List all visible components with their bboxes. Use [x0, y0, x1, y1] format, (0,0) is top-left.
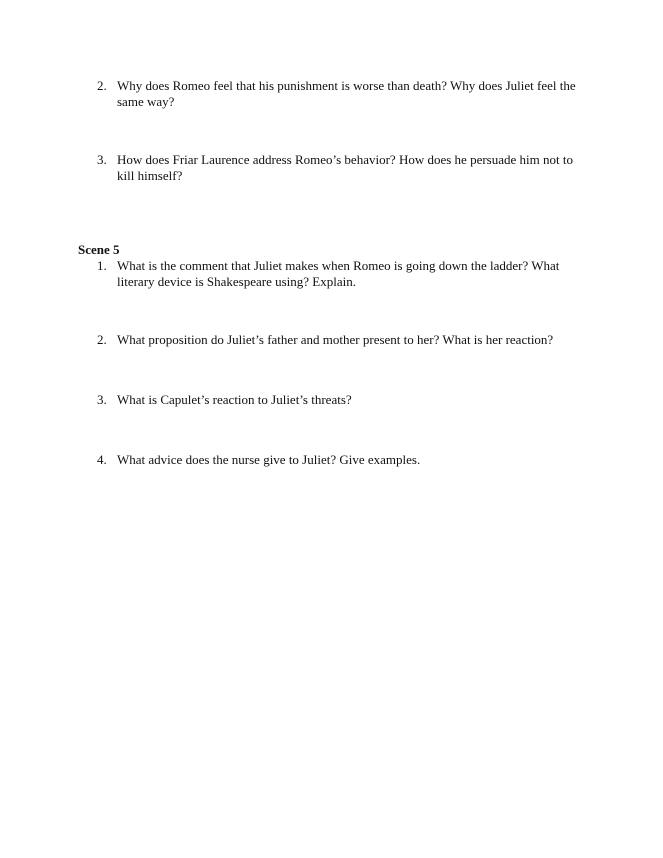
question-text: What is Capulet’s reaction to Juliet’s threats?: [117, 392, 352, 407]
question-text: How does Friar Laurence address Romeo’s behavior? How does he persuade him not to kill himself?: [117, 152, 573, 183]
question-number: 3.: [97, 392, 107, 407]
question-text: What advice does the nurse give to Juliet? Give examples.: [117, 452, 421, 467]
question-number: 2.: [97, 78, 107, 93]
question-number: 1.: [97, 258, 107, 273]
question-text: What is the comment that Juliet makes when Romeo is going down the ladder? What literary device is Shakespeare using? Explain.: [117, 258, 560, 289]
question-number: 2.: [97, 332, 107, 347]
question-item: [97, 152, 587, 184]
question-item: [97, 452, 587, 468]
question-item: [97, 332, 587, 348]
question-number: 4.: [97, 452, 107, 467]
question-item: [97, 392, 587, 408]
question-number: 3.: [97, 152, 107, 167]
question-item: [97, 258, 587, 290]
question-text: Why does Romeo feel that his punishment is worse than death? Why does Juliet feel the same way?: [117, 78, 576, 109]
question-text: What proposition do Juliet’s father and mother present to her? What is her reaction?: [117, 332, 554, 347]
scene-heading: Scene 5: [78, 242, 120, 257]
question-item: [97, 78, 587, 110]
